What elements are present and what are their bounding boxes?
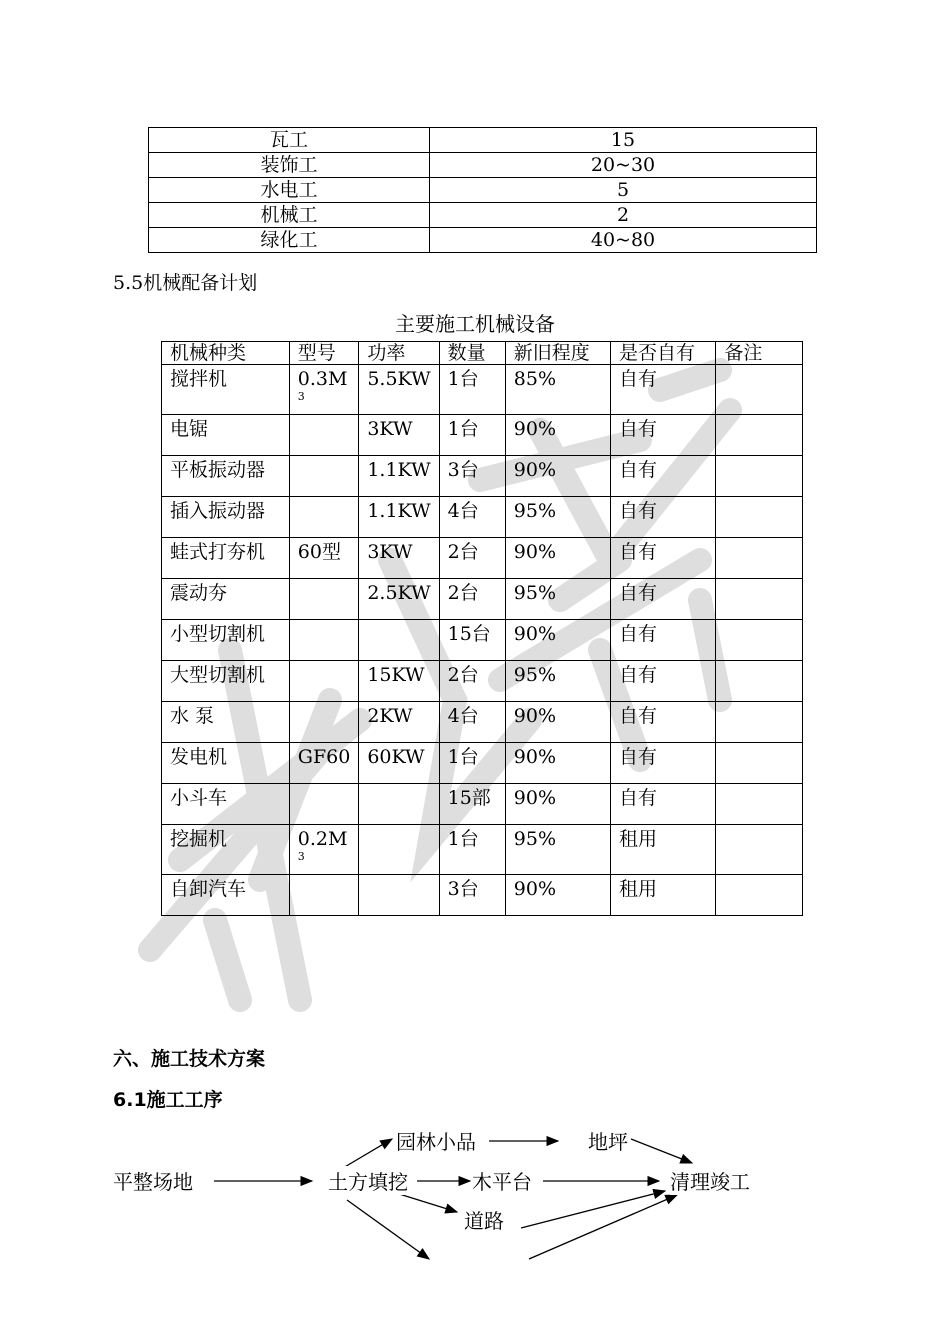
machinery-qty-text: 3台 bbox=[447, 878, 479, 900]
machinery-qty-text: 15台 bbox=[447, 623, 491, 645]
labor-count-cell: 15 bbox=[430, 128, 817, 153]
machinery-name-text: 挖掘机 bbox=[170, 828, 228, 850]
machinery-condition-text: 90% bbox=[513, 459, 556, 481]
machinery-power-text: 5.5KW bbox=[367, 368, 431, 390]
section-heading-6-1: 6.1施工工序 bbox=[113, 1089, 223, 1111]
machinery-name-text: 震动夯 bbox=[170, 582, 228, 604]
arrow-earthwork-to-garden bbox=[343, 1139, 392, 1168]
machinery-qty-text: 4台 bbox=[447, 500, 479, 522]
section-heading-5-5: 5.5机械配备计划 bbox=[113, 272, 258, 294]
arrow-floor-to-clean bbox=[631, 1139, 692, 1163]
machinery-owned-text: 租用 bbox=[619, 828, 658, 850]
labor-trade-cell: 绿化工 bbox=[149, 228, 430, 253]
arrow-earthwork-down bbox=[347, 1200, 429, 1259]
machinery-owned-text: 自有 bbox=[619, 582, 658, 604]
machinery-condition-text: 90% bbox=[513, 418, 556, 440]
machinery-power-text: 2.5KW bbox=[367, 582, 431, 604]
machinery-power-text: 3KW bbox=[367, 418, 413, 440]
machinery-condition-text: 90% bbox=[513, 878, 556, 900]
machinery-name-text: 小斗车 bbox=[170, 787, 228, 809]
machinery-power-text: 15KW bbox=[367, 664, 425, 686]
machinery-qty-text: 2台 bbox=[447, 664, 479, 686]
machinery-power-text: 2KW bbox=[367, 705, 413, 727]
machinery-condition-text: 95% bbox=[513, 500, 556, 522]
machinery-name-text: 大型切割机 bbox=[170, 664, 266, 686]
machinery-power-text: 60KW bbox=[367, 746, 425, 768]
machinery-model-superscript: 3 bbox=[297, 390, 305, 403]
machinery-condition-text: 90% bbox=[513, 746, 556, 768]
machinery-header-cell: 备注 bbox=[716, 342, 803, 365]
machinery-owned-text: 自有 bbox=[619, 500, 658, 522]
machinery-header-cell: 新旧程度 bbox=[505, 342, 610, 365]
labor-trade-cell: 机械工 bbox=[149, 203, 430, 228]
machinery-qty-text: 3台 bbox=[447, 459, 479, 481]
machinery-header-cell: 机械种类 bbox=[162, 342, 290, 365]
labor-trade-cell: 水电工 bbox=[149, 178, 430, 203]
machinery-owned-text: 自有 bbox=[619, 664, 658, 686]
labor-count-cell: 2 bbox=[430, 203, 817, 228]
machinery-header-cell: 数量 bbox=[439, 342, 505, 365]
machinery-name-text: 电锯 bbox=[170, 418, 209, 440]
flow-node-level: 平整场地 bbox=[113, 1166, 193, 1195]
machinery-name-text: 蛙式打夯机 bbox=[170, 541, 266, 563]
machinery-condition-text: 90% bbox=[513, 623, 556, 645]
flow-node-garden: 园林小品 bbox=[396, 1126, 476, 1155]
machinery-qty-text: 1台 bbox=[447, 828, 479, 850]
labor-count-cell: 40~80 bbox=[430, 228, 817, 253]
machinery-owned-text: 自有 bbox=[619, 418, 658, 440]
machinery-model-superscript: 3 bbox=[297, 850, 305, 863]
flow-node-floor: 地坪 bbox=[588, 1126, 628, 1155]
machinery-condition-text: 90% bbox=[513, 541, 556, 563]
machinery-header-cell: 是否自有 bbox=[611, 342, 716, 365]
machinery-qty-text: 1台 bbox=[447, 418, 479, 440]
machinery-qty-text: 2台 bbox=[447, 582, 479, 604]
machinery-qty-text: 1台 bbox=[447, 368, 479, 390]
machinery-name-text: 自卸汽车 bbox=[170, 878, 247, 900]
machinery-owned-text: 自有 bbox=[619, 459, 658, 481]
machinery-owned-text: 自有 bbox=[619, 705, 658, 727]
section-heading-6: 六、施工技术方案 bbox=[113, 1048, 266, 1070]
flow-node-clean: 清理竣工 bbox=[670, 1166, 750, 1195]
machinery-condition-text: 95% bbox=[513, 828, 556, 850]
labor-count-cell: 5 bbox=[430, 178, 817, 203]
machinery-qty-text: 1台 bbox=[447, 746, 479, 768]
machinery-power-text: 1.1KW bbox=[367, 500, 431, 522]
machinery-owned-text: 自有 bbox=[619, 746, 658, 768]
machinery-name-text: 小型切割机 bbox=[170, 623, 266, 645]
arrow-up-to-clean bbox=[529, 1195, 677, 1259]
machinery-model-text: 60型 bbox=[297, 541, 341, 563]
labor-trade-cell: 装饰工 bbox=[149, 153, 430, 178]
machinery-qty-text: 15部 bbox=[447, 787, 491, 809]
machinery-model-text: 0.2M bbox=[297, 828, 348, 850]
machinery-model-text: 0.3M bbox=[297, 368, 348, 390]
machinery-model-text: GF60 bbox=[297, 746, 351, 768]
machinery-header-cell: 功率 bbox=[359, 342, 439, 365]
machinery-power-text: 3KW bbox=[367, 541, 413, 563]
machinery-name-text: 平板振动器 bbox=[170, 459, 266, 481]
labor-trade-cell: 瓦工 bbox=[149, 128, 430, 153]
machinery-condition-text: 85% bbox=[513, 368, 556, 390]
machinery-name-text: 发电机 bbox=[170, 746, 228, 768]
machinery-name-text: 水 泵 bbox=[170, 705, 215, 727]
flow-node-deck: 木平台 bbox=[472, 1166, 532, 1195]
machinery-owned-text: 自有 bbox=[619, 787, 658, 809]
machinery-power-text: 1.1KW bbox=[367, 459, 431, 481]
machinery-condition-text: 95% bbox=[513, 664, 556, 686]
machinery-owned-text: 自有 bbox=[619, 623, 658, 645]
machinery-header-cell: 型号 bbox=[289, 342, 359, 365]
flow-node-road: 道路 bbox=[464, 1205, 504, 1234]
machinery-qty-text: 4台 bbox=[447, 705, 479, 727]
flow-node-earthwork: 土方填挖 bbox=[328, 1166, 408, 1195]
machinery-owned-text: 自有 bbox=[619, 368, 658, 390]
machinery-condition-text: 95% bbox=[513, 582, 556, 604]
machinery-qty-text: 2台 bbox=[447, 541, 479, 563]
machinery-owned-text: 租用 bbox=[619, 878, 658, 900]
machinery-name-text: 搅拌机 bbox=[170, 368, 228, 390]
machinery-name-text: 插入振动器 bbox=[170, 500, 266, 522]
machinery-condition-text: 90% bbox=[513, 787, 556, 809]
labor-count-cell: 20~30 bbox=[430, 153, 817, 178]
machinery-condition-text: 90% bbox=[513, 705, 556, 727]
arrow-earthwork-to-road bbox=[396, 1193, 457, 1212]
machinery-table-caption: 主要施工机械设备 bbox=[395, 312, 555, 336]
machinery-owned-text: 自有 bbox=[619, 541, 658, 563]
